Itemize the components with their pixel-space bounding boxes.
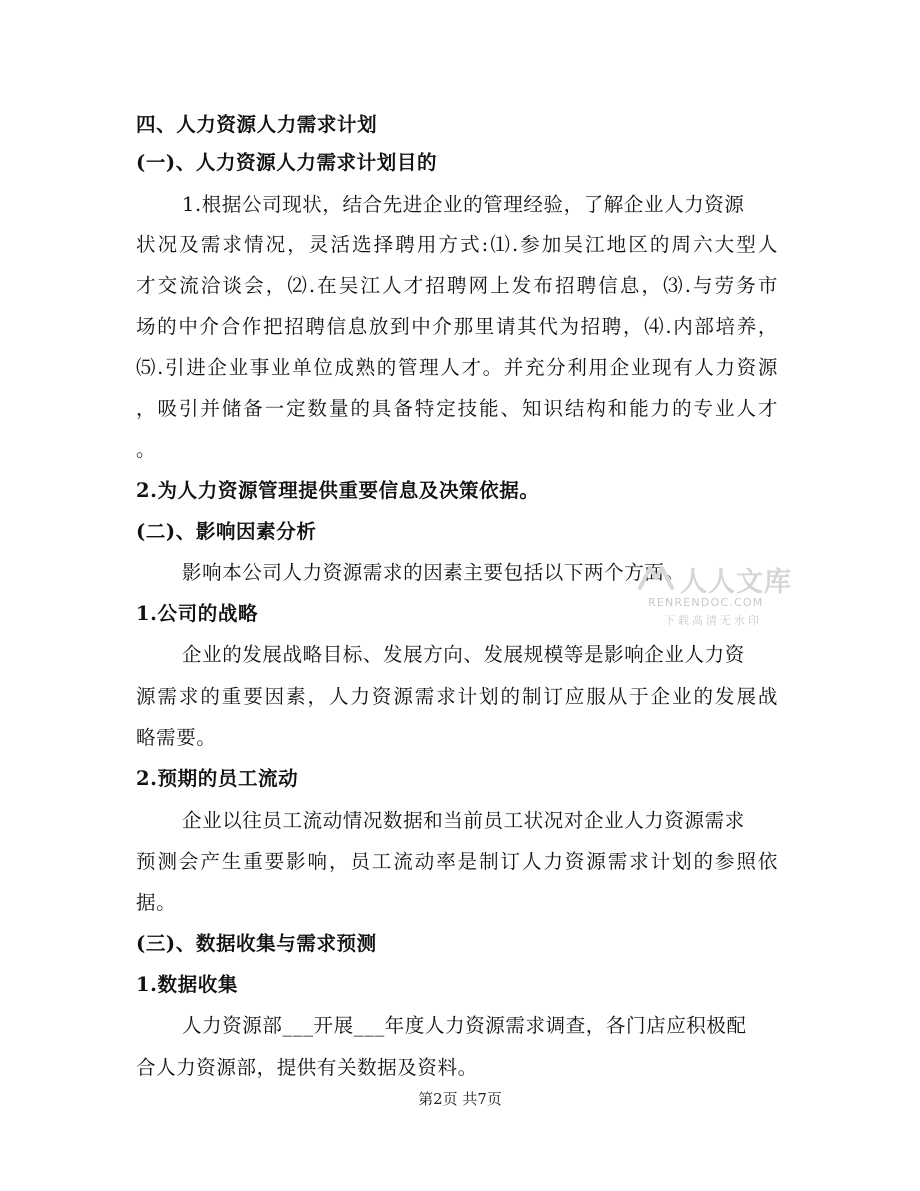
subsection-heading: 2.预期的员工流动 <box>136 767 299 790</box>
subsection-heading: (三)、数据收集与需求预测 <box>136 932 377 955</box>
watermark-logo-icon <box>636 562 676 592</box>
subsection-heading: (二)、影响因素分析 <box>136 520 317 543</box>
paragraph-line: 合人力资源部，提供有关数据及资料。 <box>136 1056 478 1079</box>
paragraph-line: 。 <box>136 438 157 461</box>
paragraph-line: 略需要。 <box>136 726 217 749</box>
paragraph-line: 据。 <box>136 891 177 914</box>
watermark-subtitle: 下载高清无水印 <box>664 614 762 627</box>
subsection-heading: 1.公司的战略 <box>136 602 259 625</box>
paragraph-line: 影响本公司人力资源需求的因素主要包括以下两个方面。 <box>182 561 685 584</box>
paragraph-line: 1.根据公司现状，结合先进企业的管理经验，了解企业人力资源 <box>182 193 745 216</box>
watermark-title: 人人文库 <box>680 567 792 598</box>
paragraph-line: 企业以往员工流动情况数据和当前员工状况对企业人力资源需求 <box>182 809 745 832</box>
page-number: 第2页 共7页 <box>418 1090 502 1108</box>
watermark <box>636 560 792 630</box>
paragraph-bold: 2.为人力资源管理提供重要信息及决策依据。 <box>136 479 540 502</box>
watermark-url: RENRENDOC.COM <box>648 596 764 609</box>
paragraph-line: 人力资源部___开展___年度人力资源需求调查，各门店应积极配 <box>182 1014 747 1037</box>
subsection-heading: 1.数据收集 <box>136 973 238 996</box>
paragraph-line: ⑸.引进企业事业单位成熟的管理人才。并充分利用企业现有人力资源 <box>136 356 778 379</box>
paragraph-line: 企业的发展战略目标、发展方向、发展规模等是影响企业人力资 <box>182 643 745 666</box>
paragraph-line: 源需求的重要因素，人力资源需求计划的制订应服从于企业的发展战 <box>136 685 778 708</box>
paragraph-line: 状况及需求情况，灵活选择聘用方式:⑴.参加吴江地区的周六大型人 <box>136 233 778 256</box>
paragraph-line: ，吸引并储备一定数量的具备特定技能、知识结构和能力的专业人才 <box>136 397 778 420</box>
paragraph-line: 场的中介合作把招聘信息放到中介那里请其代为招聘，⑷.内部培养， <box>136 315 778 338</box>
paragraph-line: 才交流洽谈会，⑵.在吴江人才招聘网上发布招聘信息，⑶.与劳务市 <box>136 274 778 297</box>
subsection-heading: (一)、人力资源人力需求计划目的 <box>136 151 438 174</box>
paragraph-line: 预测会产生重要影响，员工流动率是制订人力资源需求计划的参照依 <box>136 850 778 873</box>
section-heading: 四、人力资源人力需求计划 <box>136 113 378 136</box>
